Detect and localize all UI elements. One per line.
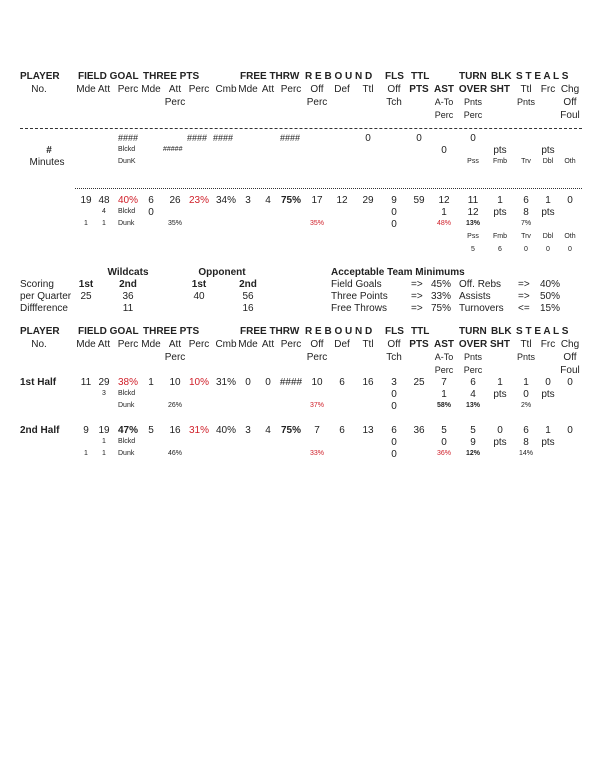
stat-cell: 0 <box>391 207 397 218</box>
stat-cell: Perc <box>164 97 186 108</box>
stat-cell: 11 <box>467 195 479 206</box>
stat-cell: 47% <box>117 425 139 436</box>
stat-cell: 16 <box>362 377 374 388</box>
stat-cell: THREE PTS <box>143 71 200 82</box>
stat-cell: ##### <box>163 146 183 153</box>
stat-cell: pts <box>493 145 507 156</box>
stat-cell: Dbl <box>542 233 554 240</box>
stat-cell: Perc <box>463 365 483 375</box>
stat-cell: Cmb <box>215 339 237 350</box>
stat-cell: Perc <box>164 352 186 363</box>
stat-cell: PTS <box>409 339 429 350</box>
stat-cell: 75% <box>280 195 302 206</box>
stat-cell: Pnts <box>516 352 536 362</box>
stat-cell: R E B O U N D <box>305 71 373 82</box>
stat-cell: 5 <box>470 425 476 436</box>
stat-cell: 37% <box>309 402 325 409</box>
stat-cell: 0 <box>497 425 503 436</box>
stat-cell: Def <box>334 84 350 95</box>
stat-cell: 1 <box>148 377 154 388</box>
stat-cell: 6 <box>148 195 154 206</box>
stat-cell: Off <box>387 84 401 95</box>
stat-cell: pts <box>541 437 555 448</box>
stat-cell: #### <box>118 133 139 143</box>
stat-cell: AST <box>434 84 454 95</box>
stat-cell: 1 <box>102 220 106 227</box>
stat-cell: BLK <box>491 71 512 82</box>
stat-cell: Perc <box>306 97 328 108</box>
stat-cell: 1st <box>78 279 94 290</box>
stat-cell: 25 <box>80 291 92 302</box>
stat-cell: Opponent <box>198 267 246 278</box>
stat-cell: OVER <box>458 84 488 95</box>
stat-cell: 1st Half <box>20 377 57 388</box>
stat-cell: 6 <box>523 195 529 206</box>
stat-cell: Oth <box>564 158 576 165</box>
stat-cell: Mde <box>76 84 96 95</box>
stat-cell: PLAYER <box>20 326 60 337</box>
stat-cell: Off <box>387 339 401 350</box>
stat-cell: pts <box>493 389 507 400</box>
stat-cell: Trv <box>521 158 531 165</box>
stat-cell: S T E A L S <box>516 326 569 337</box>
stat-cell: A-To <box>434 97 454 107</box>
stat-cell: No. <box>31 339 47 350</box>
stat-cell: 40 <box>193 291 205 302</box>
stat-cell: Three Points <box>331 291 388 302</box>
stat-cell: per Quarter <box>20 291 72 302</box>
stat-cell: 1 <box>545 425 551 436</box>
stat-cell: 58% <box>436 402 452 409</box>
stat-cell: 29 <box>98 377 110 388</box>
stat-cell: 1 <box>441 389 447 400</box>
stat-cell: 10% <box>188 377 210 388</box>
stat-cell: TURN <box>459 71 487 82</box>
stat-cell: FREE THRW <box>240 326 300 337</box>
stat-cell: 19 <box>98 425 110 436</box>
stat-cell: FIELD GOAL <box>78 326 139 337</box>
stat-cell: 2nd Half <box>20 425 60 436</box>
stat-cell: 38% <box>117 377 139 388</box>
stat-cell: Tch <box>386 97 402 108</box>
stat-cell: 8 <box>523 207 529 218</box>
stat-cell: Perc <box>463 110 483 120</box>
stat-cell: 0 <box>391 449 397 460</box>
stat-cell: 0 <box>524 246 528 253</box>
stat-cell: Pnts <box>463 97 483 107</box>
stat-cell: 6 <box>339 425 345 436</box>
stat-cell: 0 <box>523 389 529 400</box>
stat-cell: 3 <box>245 195 251 206</box>
stat-cell: 11 <box>80 377 92 388</box>
stat-cell: 9 <box>470 437 476 448</box>
stat-cell: 75% <box>280 425 302 436</box>
stat-cell: No. <box>31 84 47 95</box>
stat-cell: 36 <box>413 425 425 436</box>
stat-cell: THREE PTS <box>143 326 200 337</box>
stat-cell: 0 <box>265 377 271 388</box>
stat-cell: 48 <box>98 195 110 206</box>
stat-cell: Blckd <box>118 146 136 153</box>
stat-cell: # <box>46 145 52 156</box>
stat-cell: 14% <box>518 450 534 457</box>
stat-cell: Perc <box>434 365 454 375</box>
stat-cell: 13% <box>465 402 481 409</box>
stat-cell: 9 <box>83 425 89 436</box>
stat-cell: => <box>411 279 423 290</box>
stat-cell: TTL <box>411 71 430 82</box>
stat-cell: 6 <box>391 425 397 436</box>
stat-cell: 0 <box>441 437 447 448</box>
stat-cell: 15% <box>540 303 561 314</box>
stat-cell: 0 <box>148 207 154 218</box>
stat-cell: FLS <box>385 71 404 82</box>
stat-cell: 3 <box>245 425 251 436</box>
stat-cell: Diffference <box>20 303 68 314</box>
stat-cell: Cmb <box>215 84 237 95</box>
stat-cell: #### <box>279 377 303 388</box>
stat-cell: 0 <box>567 377 573 388</box>
stat-cell: 31% <box>215 377 237 388</box>
stat-cell: 3 <box>391 377 397 388</box>
stat-cell: 1 <box>523 377 529 388</box>
stat-cell: 4 <box>470 389 476 400</box>
stat-cell: Field Goals <box>331 279 382 290</box>
stat-cell: 10 <box>169 377 181 388</box>
stat-cell: 7% <box>520 220 532 227</box>
stat-cell: 40% <box>215 425 237 436</box>
stat-cell: 0 <box>441 145 447 156</box>
stat-cell: Minutes <box>29 157 65 168</box>
stat-cell: 1 <box>102 450 106 457</box>
stat-cell: Blckd <box>118 438 136 445</box>
stat-cell: 26% <box>167 402 183 409</box>
stat-cell: 12% <box>465 450 481 457</box>
stat-cell: OVER <box>458 339 488 350</box>
stat-cell: 0 <box>567 425 573 436</box>
stat-cell: 13 <box>362 425 374 436</box>
stat-cell: 40% <box>117 195 139 206</box>
stat-cell: 5 <box>441 425 447 436</box>
stat-cell: 0 <box>568 246 572 253</box>
stat-cell: Perc <box>117 84 139 95</box>
stat-cell: Pnts <box>516 97 536 107</box>
section-divider <box>20 128 582 129</box>
stat-cell: 8 <box>523 437 529 448</box>
stat-cell: 33% <box>309 450 325 457</box>
stat-cell: 29 <box>362 195 374 206</box>
stat-cell: Free Throws <box>331 303 387 314</box>
stat-cell: 1 <box>545 195 551 206</box>
stat-cell: Perc <box>188 84 210 95</box>
stat-cell: 17 <box>311 195 323 206</box>
stat-cell: Att <box>261 84 275 95</box>
stat-cell: Perc <box>280 84 302 95</box>
stat-cell: 0 <box>391 219 397 230</box>
stat-cell: => <box>518 279 530 290</box>
stat-cell: pts <box>541 389 555 400</box>
stat-cell: 0 <box>391 401 397 412</box>
stat-cell: Mde <box>238 339 258 350</box>
stat-cell: TURN <box>459 326 487 337</box>
stat-cell: 50% <box>540 291 561 302</box>
stat-cell: 1 <box>497 195 503 206</box>
stat-cell: 1 <box>84 220 88 227</box>
stat-cell: 35% <box>309 220 325 227</box>
stat-cell: FIELD GOAL <box>78 71 139 82</box>
stat-cell: 0 <box>391 389 397 400</box>
stat-cell: S T E A L S <box>516 71 569 82</box>
stat-cell: Chg <box>560 339 580 350</box>
stat-cell: 1st <box>191 279 207 290</box>
stat-cell: Perc <box>117 339 139 350</box>
stat-cell: 12 <box>438 195 450 206</box>
stat-cell: => <box>411 291 423 302</box>
stat-cell: Blckd <box>118 390 136 397</box>
stat-cell: Dunk <box>118 402 135 409</box>
stat-cell: Tch <box>386 352 402 363</box>
stat-cell: Dunk <box>118 220 135 227</box>
stat-cell: 2nd <box>119 279 137 290</box>
stat-cell: 34% <box>215 195 237 206</box>
stat-cell: 6 <box>498 246 502 253</box>
stat-cell: #### <box>187 133 208 143</box>
stat-cell: 1 <box>102 438 106 445</box>
stat-cell: 0 <box>391 437 397 448</box>
stat-cell: DunK <box>118 158 136 165</box>
stat-cell: 0 <box>546 246 550 253</box>
stat-cell: Fmb <box>493 233 507 240</box>
stat-cell: Off <box>563 352 577 363</box>
stat-cell: Mde <box>76 339 96 350</box>
stat-cell: 11 <box>122 303 134 314</box>
stat-cell: Ttl <box>520 84 532 95</box>
stat-cell: 16 <box>169 425 181 436</box>
stat-cell: Foul <box>560 365 580 376</box>
stat-cell: 4 <box>265 195 271 206</box>
stat-cell: FLS <box>385 326 404 337</box>
stat-cell: Att <box>168 84 182 95</box>
stat-cell: Ttl <box>362 84 374 95</box>
stat-cell: 25 <box>413 377 425 388</box>
stat-cell: 0 <box>545 377 551 388</box>
stat-cell: #### <box>280 133 301 143</box>
stat-cell: 7 <box>314 425 320 436</box>
stat-cell: 19 <box>80 195 92 206</box>
stat-cell: Perc <box>434 110 454 120</box>
stat-cell: 1 <box>84 450 88 457</box>
totals-divider <box>75 188 582 189</box>
stat-cell: Perc <box>188 339 210 350</box>
stat-cell: 13% <box>465 220 481 227</box>
stat-cell: 5 <box>471 246 475 253</box>
stat-cell: 12 <box>336 195 348 206</box>
stat-cell: PTS <box>409 84 429 95</box>
stat-cell: <= <box>518 303 530 314</box>
stat-cell: 75% <box>431 303 452 314</box>
stat-cell: Dunk <box>118 450 135 457</box>
stat-cell: 0 <box>245 377 251 388</box>
stat-cell: Def <box>334 339 350 350</box>
stat-cell: SHT <box>490 84 510 95</box>
stat-cell: 1 <box>497 377 503 388</box>
stat-cell: 46% <box>167 450 183 457</box>
stat-cell: Wildcats <box>107 267 149 278</box>
stat-cell: 1 <box>441 207 447 218</box>
stat-cell: Off. Rebs <box>459 279 502 290</box>
stat-cell: Frc <box>540 339 556 350</box>
stat-cell: Off <box>310 84 324 95</box>
stat-cell: 7 <box>441 377 447 388</box>
stat-cell: Perc <box>280 339 302 350</box>
stat-cell: BLK <box>491 326 512 337</box>
stat-cell: Scoring <box>20 279 54 290</box>
stat-cell: Pnts <box>463 352 483 362</box>
stat-cell: Off <box>563 97 577 108</box>
stat-cell: SHT <box>490 339 510 350</box>
stat-cell: pts <box>493 207 507 218</box>
stat-cell: 31% <box>188 425 210 436</box>
stat-cell: 40% <box>540 279 561 290</box>
stat-cell: 10 <box>311 377 323 388</box>
stat-cell: 0 <box>365 133 371 144</box>
stat-cell: 0 <box>470 133 476 144</box>
stat-cell: AST <box>434 339 454 350</box>
stat-cell: Att <box>168 339 182 350</box>
stat-cell: 36% <box>436 450 452 457</box>
stat-cell: pts <box>541 207 555 218</box>
stat-cell: Turnovers <box>459 303 504 314</box>
stat-cell: 2nd <box>239 279 257 290</box>
stat-cell: 6 <box>339 377 345 388</box>
stat-cell: R E B O U N D <box>305 326 373 337</box>
stat-cell: 4 <box>102 208 106 215</box>
stat-cell: PLAYER <box>20 71 60 82</box>
stat-cell: Att <box>97 84 111 95</box>
stat-cell: 9 <box>391 195 397 206</box>
stat-cell: Perc <box>306 352 328 363</box>
stat-cell: Mde <box>238 84 258 95</box>
stat-cell: => <box>518 291 530 302</box>
stat-cell: A-To <box>434 352 454 362</box>
stat-cell: 23% <box>188 195 210 206</box>
stat-cell: 6 <box>470 377 476 388</box>
stat-cell: Foul <box>560 110 580 121</box>
stat-cell: Frc <box>540 84 556 95</box>
stat-cell: 36 <box>122 291 134 302</box>
stat-cell: TTL <box>411 326 430 337</box>
stat-cell: Pss <box>467 158 479 165</box>
stat-cell: Off <box>310 339 324 350</box>
stat-cell: 6 <box>523 425 529 436</box>
stat-cell: 56 <box>242 291 254 302</box>
stat-cell: 59 <box>413 195 425 206</box>
stat-cell: 48% <box>436 220 452 227</box>
stat-cell: 0 <box>567 195 573 206</box>
stat-cell: 4 <box>265 425 271 436</box>
stat-cell: Ttl <box>362 339 374 350</box>
stat-cell: 3 <box>102 390 106 397</box>
stat-cell: 35% <box>167 220 183 227</box>
stat-cell: 12 <box>467 207 479 218</box>
stat-cell: Att <box>261 339 275 350</box>
stat-cell: Ttl <box>520 339 532 350</box>
stat-cell: Att <box>97 339 111 350</box>
stat-cell: Mde <box>141 339 161 350</box>
stat-cell: Dbl <box>542 158 554 165</box>
stat-cell: Acceptable Team Minimums <box>331 267 465 278</box>
stat-cell: Pss <box>467 233 479 240</box>
stat-cell: pts <box>541 145 555 156</box>
stat-cell: => <box>411 303 423 314</box>
stat-cell: Chg <box>560 84 580 95</box>
stat-cell: Trv <box>521 233 531 240</box>
stat-cell: Mde <box>141 84 161 95</box>
stat-cell: 45% <box>431 279 452 290</box>
stat-cell: 5 <box>148 425 154 436</box>
stat-cell: Oth <box>564 233 576 240</box>
stat-cell: 26 <box>169 195 181 206</box>
stat-cell: 0 <box>416 133 422 144</box>
stat-cell: pts <box>493 437 507 448</box>
stat-cell: 2% <box>520 402 532 409</box>
stat-cell: 33% <box>431 291 452 302</box>
stat-cell: #### <box>213 133 234 143</box>
stat-cell: Assists <box>459 291 491 302</box>
stat-cell: Blckd <box>118 208 136 215</box>
stat-cell: FREE THRW <box>240 71 300 82</box>
stat-cell: Fmb <box>493 158 507 165</box>
stat-cell: 16 <box>242 303 254 314</box>
